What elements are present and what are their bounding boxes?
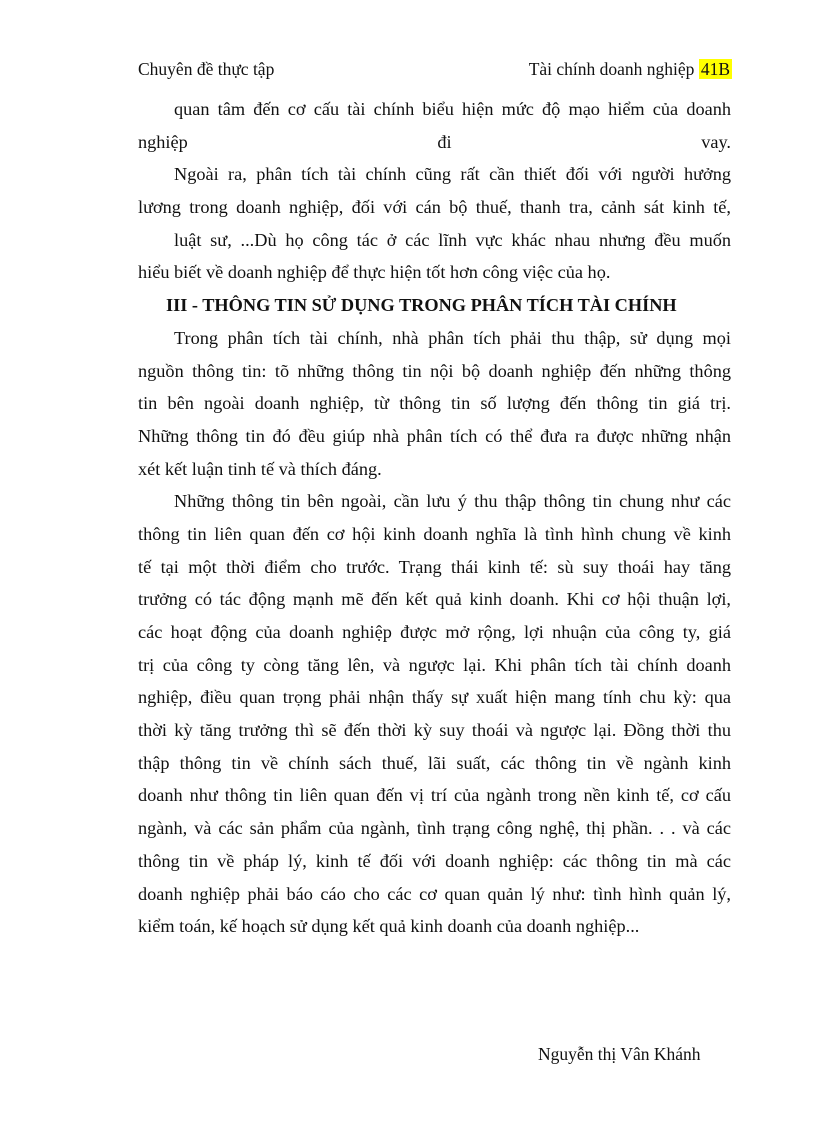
text-line: xét kết luận tinh tế và thích đáng. xyxy=(138,458,382,479)
text-line: quan tâm đến cơ cấu tài chính biểu hiện mức độ mạo hiểm của doanh xyxy=(174,99,731,119)
text-line: luật sư, ...Dù họ công tác ở các lĩnh vực khác nhau nhưng đều muốn xyxy=(174,229,731,250)
text-line: Những thông tin đó đều giúp nhà phân tích có thể đưa ra được những nhận xyxy=(138,425,731,446)
header-class-highlight: 41B xyxy=(700,59,730,79)
text-line: hiểu biết về doanh nghiệp để thực hiện tốt hơn công việc của họ. xyxy=(138,262,611,283)
text-line: lương trong doanh nghiệp, đối với cán bộ thuế, thanh tra, cảnh sát kinh tế, xyxy=(138,197,731,218)
text-line: doanh nghiệp phải báo cáo cho các cơ quan quản lý như: tình hình quản lý, xyxy=(138,883,731,904)
text-line: nghiệp đi vay. xyxy=(138,131,731,152)
section-heading: III - THÔNG TIN SỬ DỤNG TRONG PHÂN TÍCH TÀI CHÍNH xyxy=(166,295,677,316)
text-line: các hoạt động của doanh nghiệp được mở rộng, lợi nhuận của công ty, giá xyxy=(138,622,731,642)
text-line: thập thông tin về chính sách thuế, lãi suất, các thông tin về ngành kinh xyxy=(138,752,731,773)
header-right-text: Tài chính doanh nghiệp xyxy=(528,59,699,79)
text-line: kiểm toán, kế hoạch sử dụng kết quả kinh doanh của doanh nghiệp... xyxy=(138,916,640,937)
text-line: Ngoài ra, phân tích tài chính cũng rất cần thiết đối với người hưởng xyxy=(174,164,731,185)
text-line: nguồn thông tin: tõ những thông tin nội bộ doanh nghiệp đến những thông xyxy=(138,360,731,381)
text-line: doanh như thông tin liên quan đến vị trí của ngành trong nền kinh tế, cơ cấu xyxy=(138,785,731,806)
text-line: tế tại một thời điểm cho trước. Trạng thái kinh tế: sù suy thoái hay tăng xyxy=(138,556,731,577)
header-left-title: Chuyên đề thực tập xyxy=(138,59,275,79)
text-line: trưởng có tác động mạnh mẽ đến kết quả kinh doanh. Khi cơ hội thuận lợi, xyxy=(138,589,731,610)
text-line: thời kỳ tăng trưởng thì sẽ đến thời kỳ suy thoái và ngược lại. Đồng thời thu xyxy=(138,720,731,741)
header-right-title xyxy=(529,56,732,82)
body-text xyxy=(138,93,731,943)
text-line: Trong phân tích tài chính, nhà phân tích phải thu thập, sử dụng mọi xyxy=(174,327,731,348)
text-line: Những thông tin bên ngoài, cần lưu ý thu thập thông tin chung như các xyxy=(174,491,731,512)
text-line: ngành, và các sản phẩm của ngành, tình trạng công nghệ, thị phần. . . và các xyxy=(138,818,731,839)
page-footer-author: Nguyễn thị Vân Khánh xyxy=(538,1044,701,1064)
text-line: nghiệp, điều quan trọng phải nhận thấy sự xuất hiện mang tính chu kỳ: qua xyxy=(138,687,731,708)
text-line: thông tin liên quan đến cơ hội kinh doanh nghĩa là tình hình chung về kinh xyxy=(138,523,731,544)
text-line: thông tin về pháp lý, kinh tế đối với doanh nghiệp: các thông tin mà các xyxy=(138,850,731,871)
text-line: trị của công ty còng tăng lên, và ngược lại. Khi phân tích tài chính doanh xyxy=(138,654,731,675)
text-line: tin bên ngoài doanh nghiệp, từ thông tin số lượng đến thông tin giá trị. xyxy=(138,393,731,414)
